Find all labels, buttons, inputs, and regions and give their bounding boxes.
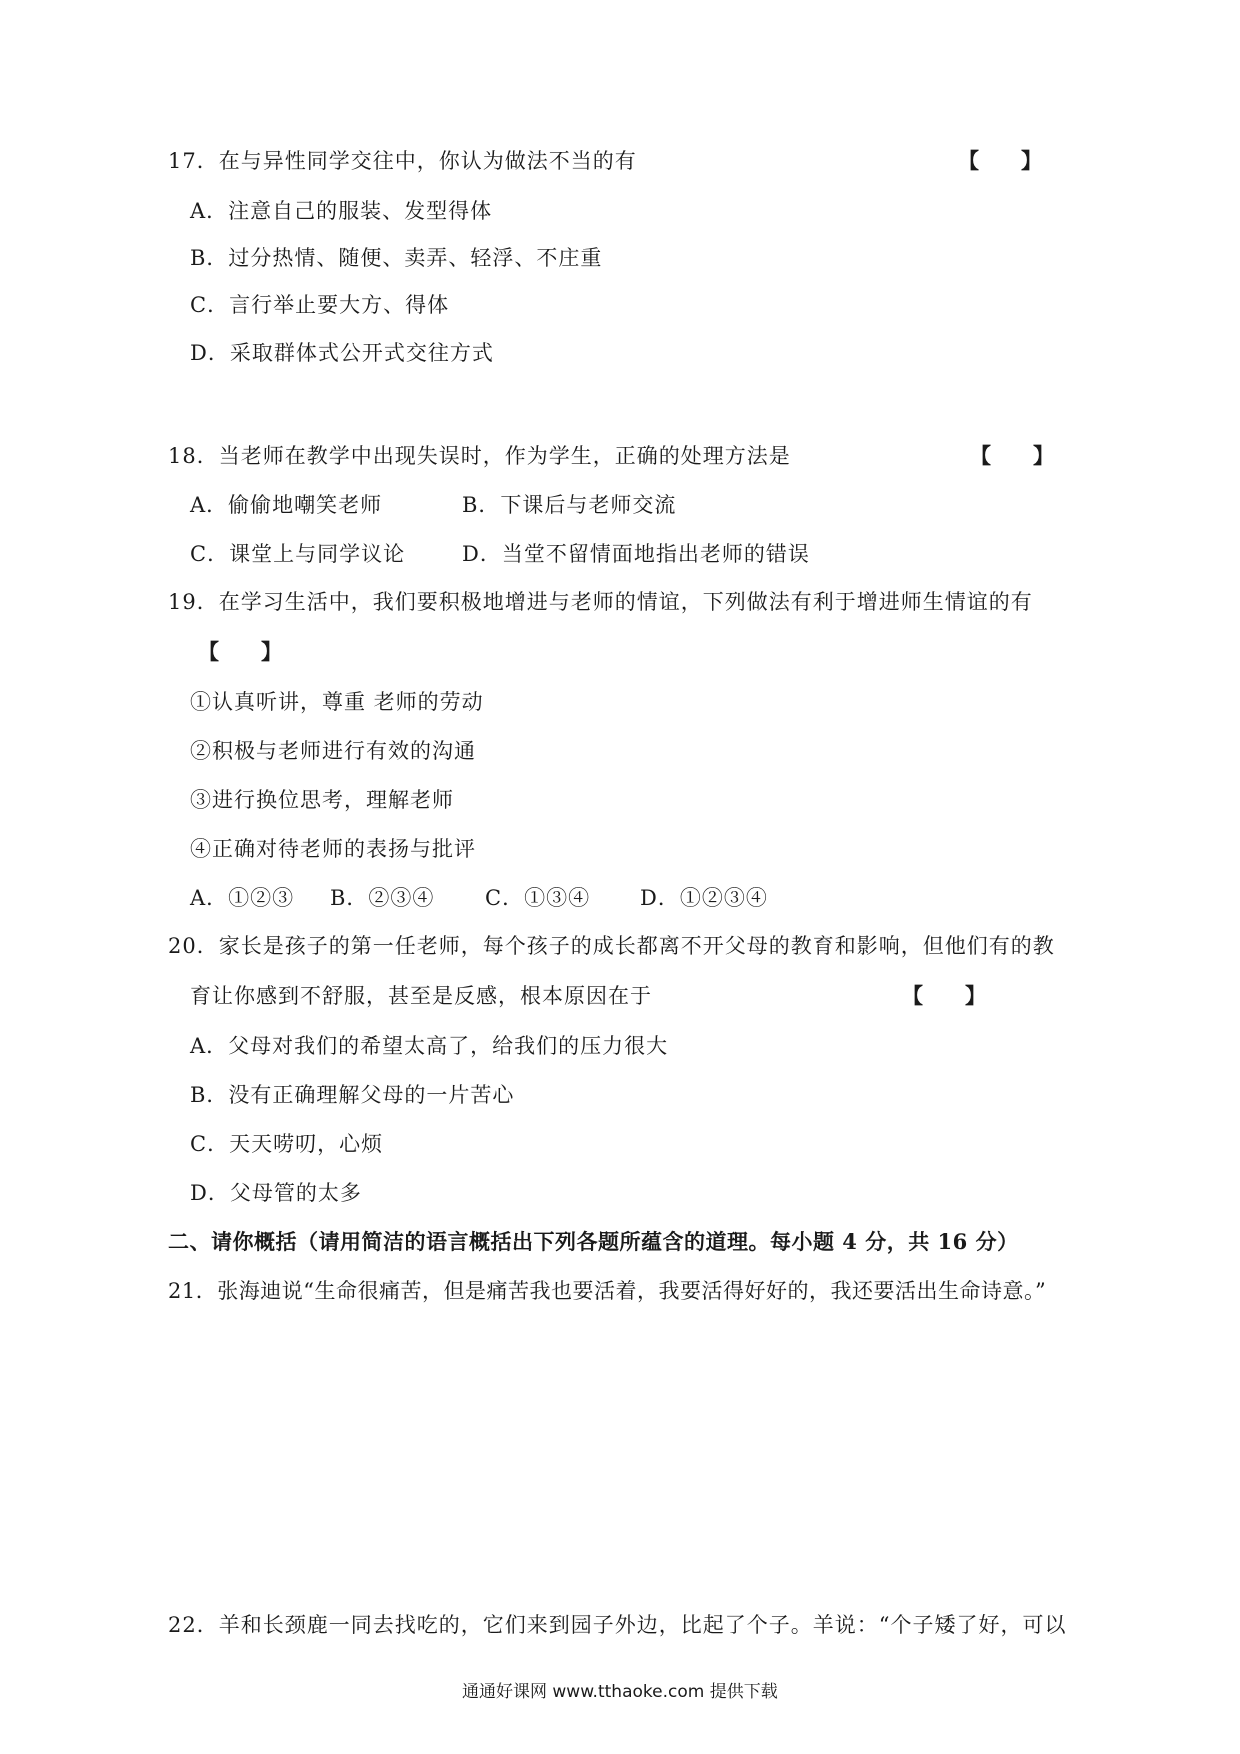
section2-heading: 二、请你概括（请用简洁的语言概括出下列各题所蕴含的道理。每小题 4 分，共 16 分）: [168, 1229, 1019, 1254]
q19-stem: 19．在学习生活中，我们要积极地增进与老师的情谊，下列做法有利于增进师生情谊的有: [168, 590, 1033, 614]
q20-answer-bracket: 【 】: [902, 984, 986, 1008]
q17-option-c: C．言行举止要大方、得体: [190, 293, 450, 317]
q22-stem: 22．羊和长颈鹿一同去找吃的，它们来到园子外边，比起了个子。羊说：“个子矮了好，可以: [168, 1613, 1067, 1637]
q18-option-a: A．偷偷地嘲笑老师: [190, 493, 383, 517]
q18-answer-bracket: 【 】: [970, 444, 1054, 468]
q20-option-d: D．父母管的太多: [190, 1181, 362, 1205]
q17-option-a: A．注意自己的服装、发型得体: [190, 199, 493, 223]
q18-option-d: D．当堂不留情面地指出老师的错误: [462, 542, 810, 566]
footer-download-note: 通通好课网 www.tthaoke.com 提供下载: [462, 1682, 778, 1702]
q20-option-c: C．天天唠叨，心烦: [190, 1132, 384, 1156]
q20-stem-line2: 育让你感到不舒服，甚至是反感，根本原因在于: [190, 984, 652, 1008]
q17-option-d: D．采取群体式公开式交往方式: [190, 341, 494, 365]
q19-item-2: ②积极与老师进行有效的沟通: [190, 739, 476, 763]
q18-option-c: C．课堂上与同学议论: [190, 542, 406, 566]
q19-item-4: ④正确对待老师的表扬与批评: [190, 837, 476, 861]
q19-option-c: C．①③④: [485, 886, 591, 910]
q17-answer-bracket: 【 】: [958, 149, 1042, 173]
q19-answer-bracket: 【 】: [198, 640, 282, 664]
q19-option-b: B．②③④: [330, 886, 435, 910]
q20-option-b: B．没有正确理解父母的一片苦心: [190, 1083, 515, 1107]
q19-option-d: D．①②③④: [640, 886, 768, 910]
q21-stem: 21．张海迪说“生命很痛苦，但是痛苦我也要活着，我要活得好好的，我还要活出生命诗意。”: [168, 1279, 1047, 1303]
q19-item-1: ①认真听讲，尊重 老师的劳动: [190, 690, 484, 714]
q19-item-3: ③进行换位思考，理解老师: [190, 788, 454, 812]
q20-option-a: A．父母对我们的希望太高了，给我们的压力很大: [190, 1034, 669, 1058]
q19-option-a: A．①②③: [190, 886, 295, 910]
q18-option-b: B．下课后与老师交流: [462, 493, 677, 517]
q17-option-b: B．过分热情、随便、卖弄、轻浮、不庄重: [190, 246, 603, 270]
q17-stem: 17．在与异性同学交往中，你认为做法不当的有: [168, 149, 637, 173]
q20-stem-line1: 20．家长是孩子的第一任老师，每个孩子的成长都离不开父母的教育和影响，但他们有的教: [168, 934, 1055, 958]
q18-stem: 18．当老师在教学中出现失误时，作为学生，正确的处理方法是: [168, 444, 791, 468]
